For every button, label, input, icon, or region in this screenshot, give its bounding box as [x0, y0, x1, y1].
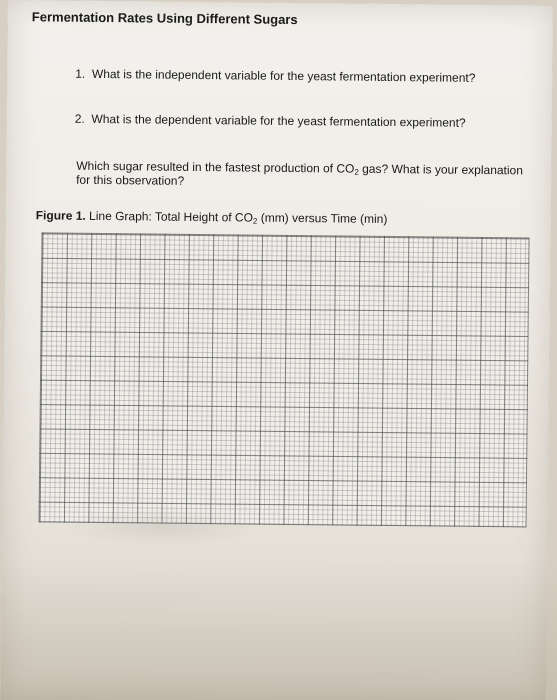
figure-caption-text-b: (mm) versus Time (min) — [257, 210, 388, 226]
figure-caption — [36, 208, 388, 226]
question-1 — [75, 67, 475, 85]
question-2-number: 2. — [74, 111, 85, 126]
question-3-text-b: gas? What is your explanation — [358, 161, 524, 178]
worksheet-title: Fermentation Rates Using Different Sugars — [31, 9, 298, 28]
figure-label: Figure 1. — [35, 208, 86, 223]
co2-subscript: 2 — [354, 167, 359, 177]
graph-paper-grid[interactable] — [39, 232, 530, 527]
question-3 — [76, 159, 546, 192]
figure-co2-subscript: 2 — [252, 216, 258, 226]
question-2-text: What is the dependent variable for the yeast fermentation experiment? — [91, 111, 466, 130]
question-3-line-2: for this observation? — [76, 172, 185, 188]
question-2 — [75, 112, 466, 130]
figure-caption-text-a: Line Graph: Total Height of CO — [85, 208, 254, 225]
question-1-number: 1. — [75, 66, 86, 81]
photo-shadow — [0, 560, 557, 700]
question-1-text: What is the independent variable for the yeast fermentation experiment? — [91, 66, 476, 85]
paper-bleed-through — [62, 506, 262, 548]
question-3-text-a: Which sugar resulted in the fastest production of CO — [76, 158, 355, 176]
